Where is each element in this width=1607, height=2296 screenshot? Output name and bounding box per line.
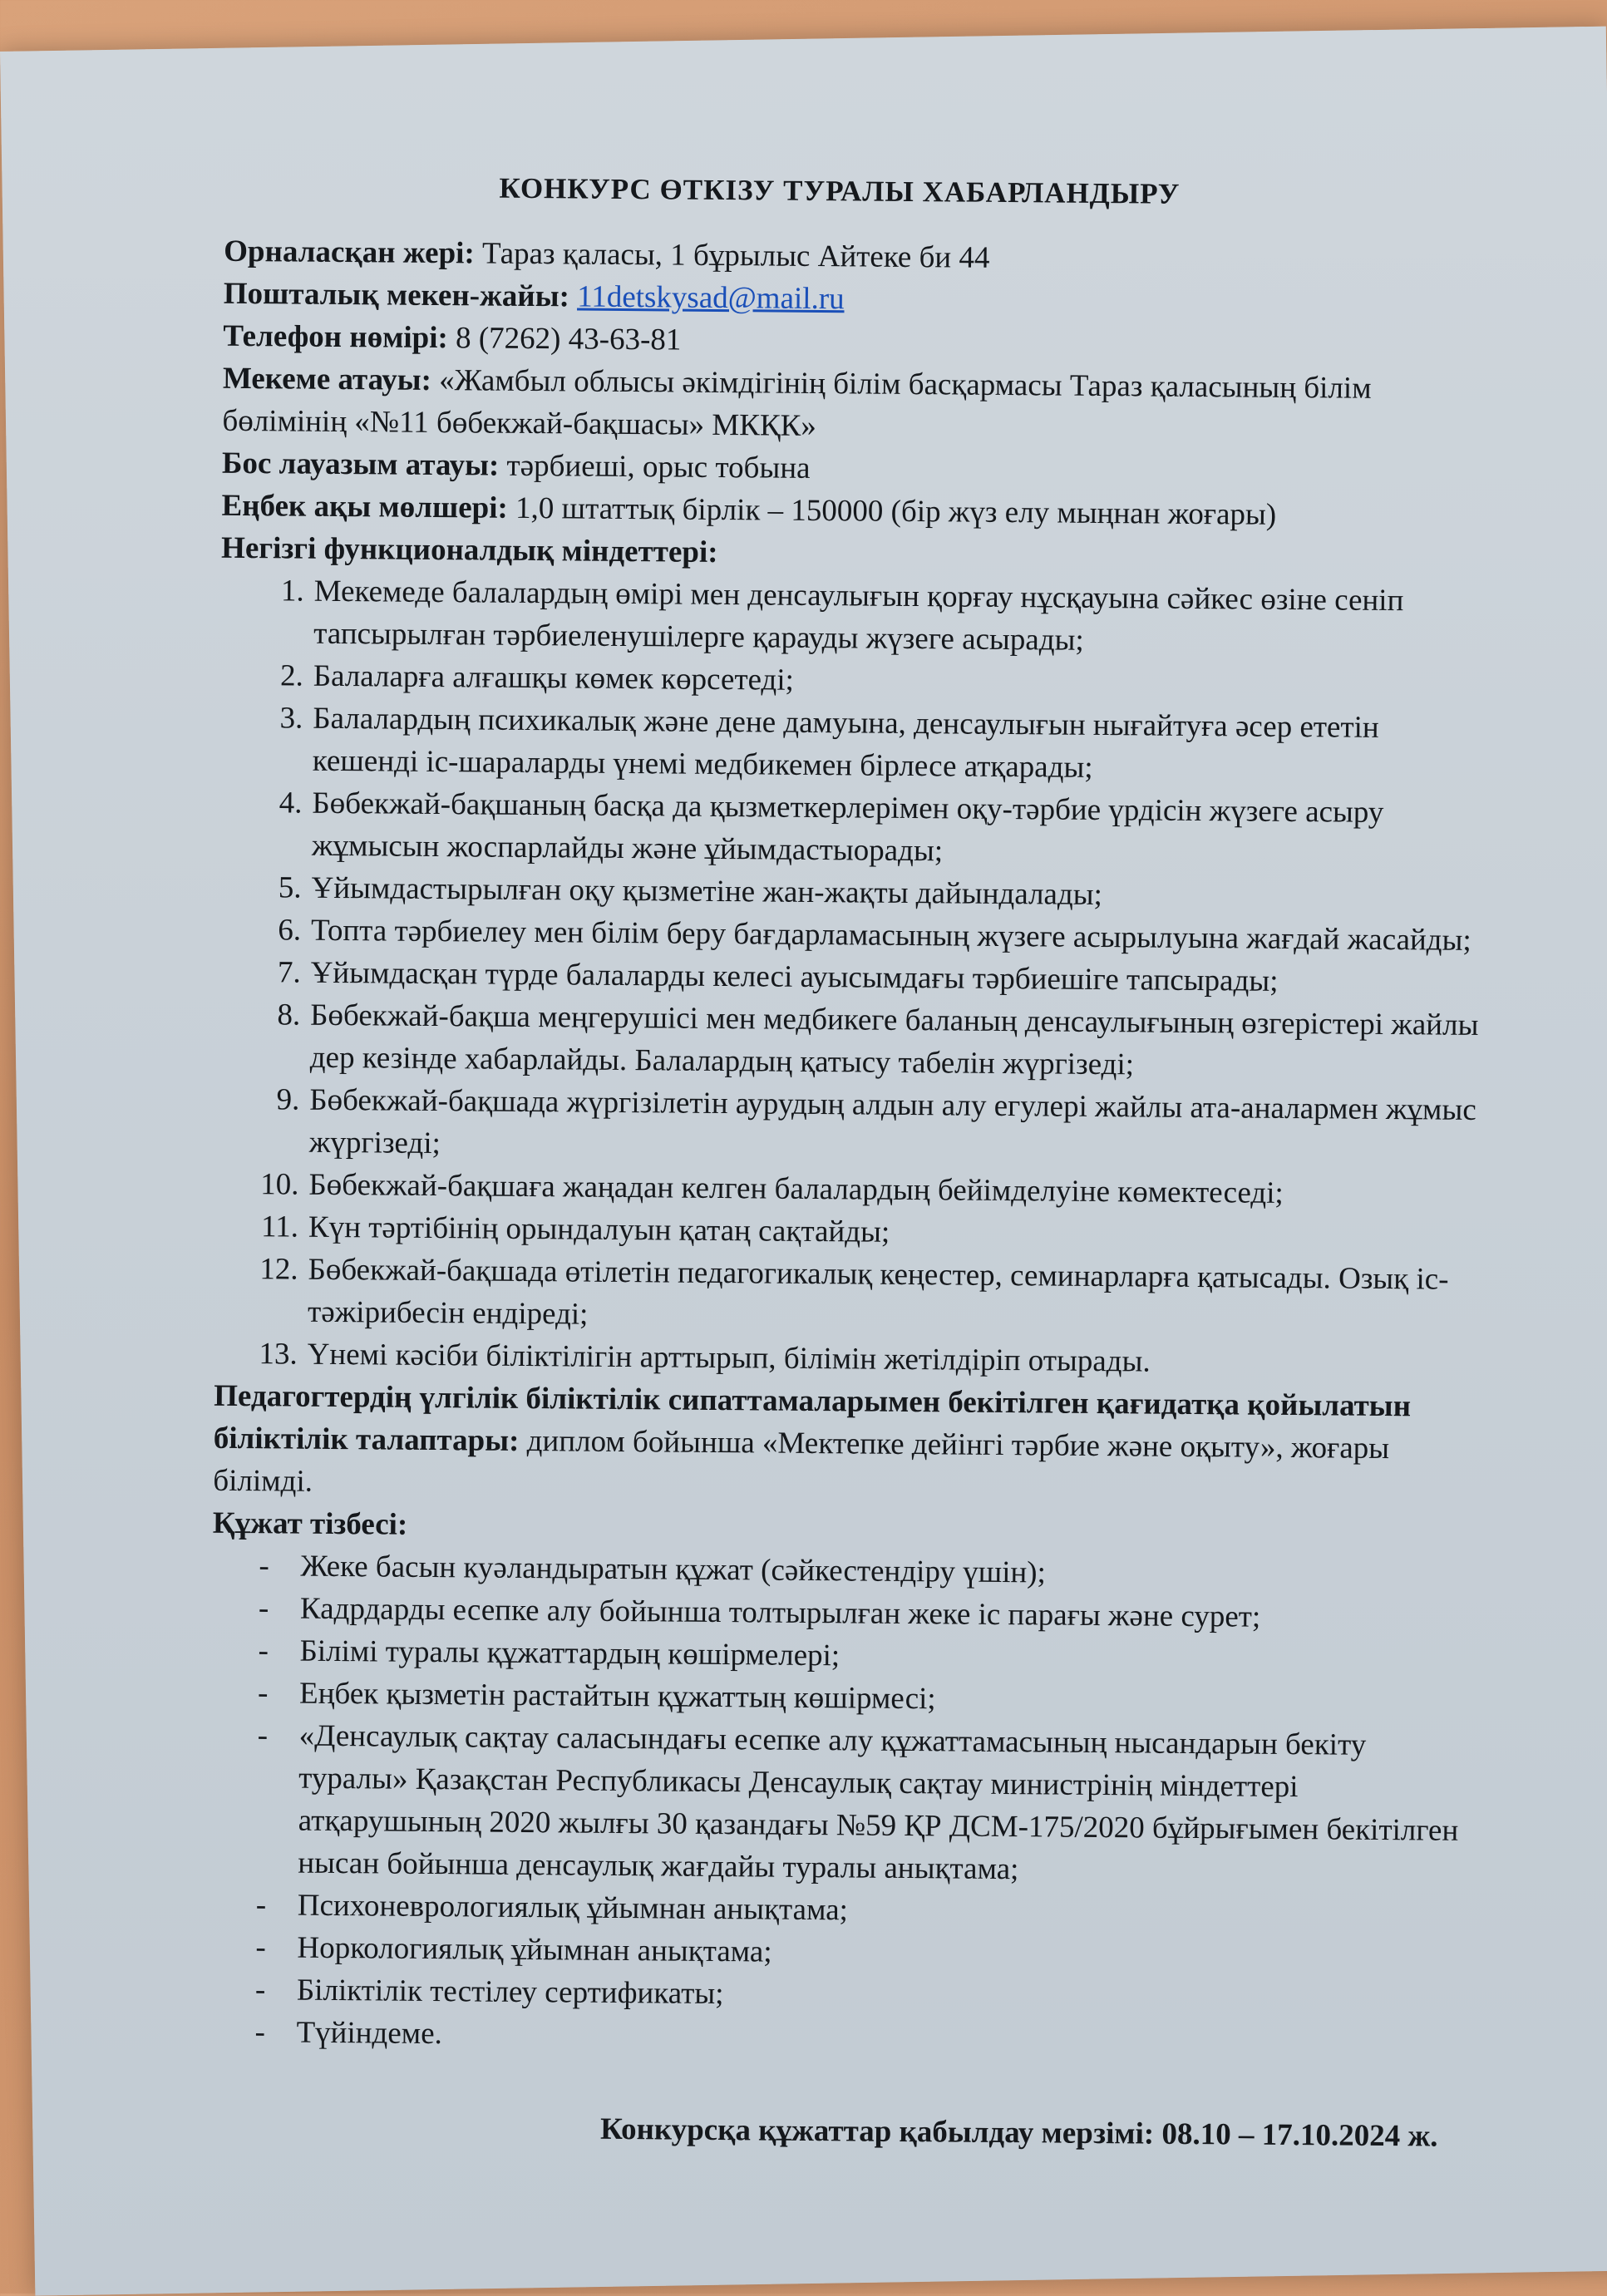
list-item	[217, 993, 1481, 1089]
phone-label: Телефон нөмірі:	[223, 318, 449, 356]
dash-marker: -	[254, 1973, 266, 2008]
requirements-value: диплом бойынша «Мектепке дейінгі тәрбие және оқыту», жоғары білімді.	[213, 1424, 1390, 1499]
item-number: 13.	[259, 1337, 298, 1372]
phone-value: 8 (7262) 43-63-81	[455, 321, 682, 357]
item-text: Бөбекжай-бақшаға жаңадан келген балалардың бейімделуіне көмектеседі;	[308, 1167, 1284, 1210]
item-number: 2.	[279, 658, 303, 693]
item-text: «Денсаулық сақтау саласындағы есепке алу құжаттамасының нысандарын бекіту туралы» Қазақстан Республикасы Денсаулық сақтау министрінің міндеттері атқарушының 2020 жылғы 30 қазандағы №59 ҚР ДСМ-175/2020 бұйрығымен бекітілген нысан бойынша денсаулық жағдайы туралы анықтама;	[298, 1718, 1459, 1887]
location-label: Орналасқан жері:	[224, 234, 475, 271]
docs-heading: Құжат тізбесі:	[212, 1505, 408, 1542]
item-text: Күн тәртібінің орындалуын қатаң сақтайды;	[308, 1210, 890, 1249]
dash-marker: -	[257, 1676, 269, 1711]
deadline-text: Конкурсқа құжаттар қабылдау мерзімі: 08.10 – 17.10.2024 ж.	[599, 2111, 1438, 2154]
item-number: 12.	[259, 1252, 298, 1287]
vacancy-value: тәрбиеші, орыс тобына	[506, 448, 811, 485]
item-number: 4.	[279, 786, 303, 820]
dash-marker: -	[259, 1549, 269, 1584]
item-text: Бөбекжай-бақшада өтілетін педагогикалық кеңестер, семинарларға қатысады. Озық іс-тәжірибесін ендіреді;	[307, 1252, 1449, 1332]
requirements-block	[213, 1375, 1477, 1513]
item-text: Еңбек қызметін растайтын құжаттың көшірмесі;	[298, 1676, 936, 1717]
item-number: 7.	[277, 955, 301, 990]
duties-heading: Негізгі функционалдық міндеттері:	[220, 530, 718, 569]
page-title: КОНКУРС ӨТКІЗУ ТУРАЛЫ ХАБАРЛАНДЫРУ	[499, 171, 1181, 210]
item-text: Балаларға алғашқы көмек көрсетеді;	[313, 658, 795, 697]
list-item	[219, 697, 1484, 792]
item-text: Норкологиялық ұйымнан анықтама;	[297, 1930, 772, 1969]
docs-list	[208, 1545, 1476, 2064]
email-link[interactable]: 11detskysad@mail.ru	[576, 279, 845, 317]
item-text: Ұйымдастырылған оқу қызметіне жан-жақты дайындалады;	[311, 870, 1103, 913]
location-value: Тараз қаласы, 1 бұрылыс Айтеке би 44	[481, 236, 990, 275]
notice-content	[207, 165, 1488, 2158]
salary-value: 1,0 штаттық бірлік – 150000 (бір жүз елу мыңнан жоғары)	[515, 490, 1277, 532]
item-text: Үнемі кәсіби біліктілігін арттырып, білімін жетілдіріп отырады.	[307, 1337, 1151, 1379]
item-number: 1.	[280, 574, 304, 608]
item-text: Кадрдарды есепке алу бойынша толтырылған жеке іс парағы және сурет;	[299, 1591, 1261, 1634]
item-number: 9.	[276, 1082, 300, 1117]
list-item	[214, 1248, 1479, 1343]
item-number: 11.	[260, 1210, 299, 1244]
list-item	[220, 569, 1485, 665]
duties-list	[214, 569, 1484, 1386]
institution-label: Мекеме атауы:	[222, 361, 432, 397]
institution-value: «Жамбыл облысы әкімдігінің білім басқармасы Тараз қаласының білім бөлімінің «№11 бөбекжай-бақшасы» МКҚК»	[222, 363, 1372, 443]
dash-marker: -	[258, 1591, 269, 1626]
item-text: Біліктілік тестілеу сертификаты;	[296, 1973, 724, 2012]
item-text: Бөбекжай-бақша меңгерушісі мен медбикеге баланың денсаулығының өзгерістері жайлы дер кезінде хабарлайды. Балалардың қатысу табелін жүргізеді;	[309, 998, 1479, 1082]
salary-label: Еңбек ақы мөлшері:	[221, 488, 509, 525]
list-item	[216, 1078, 1481, 1174]
item-text: Жеке басын куәландыратын құжат (сәйкестендіру үшін);	[300, 1549, 1047, 1590]
list-item	[210, 1714, 1475, 1894]
notice-sheet	[0, 27, 1607, 2296]
item-number: 6.	[278, 913, 302, 948]
dash-marker: -	[255, 1888, 267, 1923]
dash-marker: -	[257, 1718, 269, 1753]
dash-marker: -	[254, 2015, 266, 2050]
dash-marker: -	[258, 1633, 269, 1668]
item-text: Психоневрологиялық ұйымнан анықтама;	[297, 1888, 849, 1928]
email-label: Пошталық мекен-жайы:	[223, 276, 570, 314]
item-number: 10.	[260, 1167, 299, 1202]
item-text: Бөбекжай-бақшада жүргізілетін аурудың алдын алу егулері жайлы ата-аналармен жұмыс жүргізеді;	[308, 1082, 1476, 1161]
item-text: Бөбекжай-бақшаның басқа да қызметкерлерімен оқу-тәрбие үрдісін жүзеге асыру жұмысын жоспарлайды және ұйымдастыорады;	[311, 786, 1384, 869]
dash-marker: -	[255, 1930, 266, 1965]
item-text: Балалардың психикалық және дене дамуына, денсаулығын нығайтуға әсер ететін кешенді іс-шараларды үнемі медбикемен бірлесе атқарады;	[312, 701, 1379, 785]
vacancy-label: Бос лауазым атауы:	[221, 446, 500, 483]
item-text: Топта тәрбиелеу мен білім беру бағдарламасының жүзеге асырылуына жағдай жасайды;	[310, 913, 1471, 958]
item-number: 3.	[279, 701, 303, 736]
institution-line	[222, 357, 1486, 453]
list-item	[219, 781, 1483, 877]
item-text: Білімі туралы құжаттардың көшірмелері;	[299, 1633, 840, 1673]
item-text: Ұйымдасқан түрде балаларды келесі ауысымдағы тәрбиешіге тапсырады;	[310, 955, 1279, 998]
item-text: Мекемеде балалардың өмірі мен денсаулығын қорғау нұсқауына сәйкес өзіне сеніп тапсырылған тәрбиеленушілерге қарауды жүзеге асырады;	[313, 574, 1404, 658]
requirements-label: Педагогтердің үлгілік біліктілік сипаттамаларымен бекітілген қағидатқа қойылатын біліктілік талаптары:	[213, 1378, 1412, 1458]
item-text: Түйіндеме.	[296, 2015, 443, 2052]
item-number: 5.	[278, 870, 302, 905]
item-number: 8.	[277, 998, 301, 1032]
